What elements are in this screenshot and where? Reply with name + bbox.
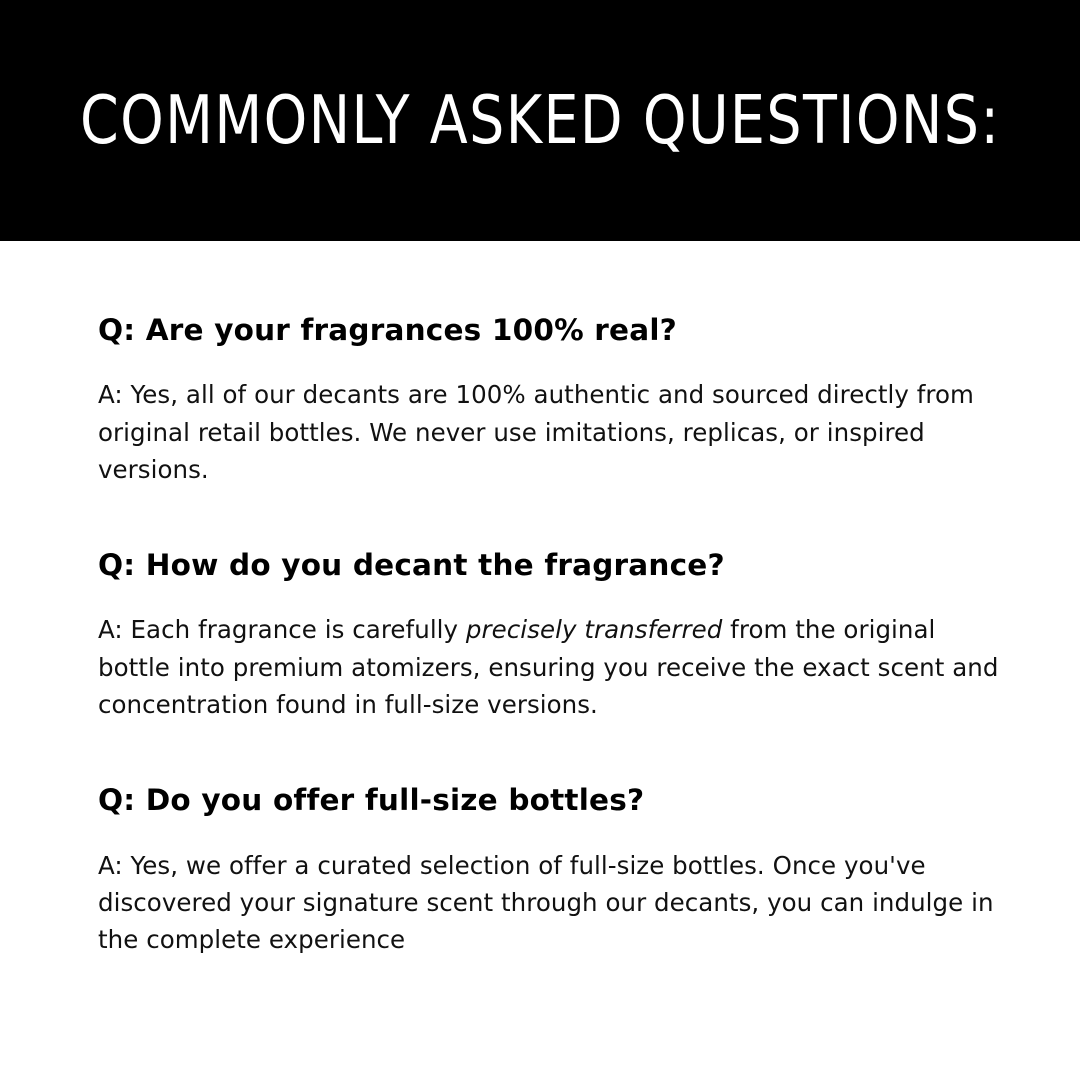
faq-answer — [98, 847, 1005, 959]
faq-item — [98, 313, 1005, 488]
faq-question: Q: Do you offer full-size bottles? — [98, 783, 645, 818]
faq-answer-text: A: Each fragrance is carefully — [98, 615, 466, 645]
faq-answer-text: A: Yes, all of our decants are 100% authentic and sourced directly from original retail bottles. We never use imitations, replicas, or inspired versions. — [98, 380, 974, 484]
faq-answer — [98, 376, 1005, 488]
faq-answer-emphasis: precisely transferred — [465, 615, 723, 645]
faq-item — [98, 783, 1005, 958]
faq-answer-text: A: Yes, we offer a curated selection of full-size bottles. Once you've discovered your signature scent through our decants, you can indulge in the complete experience — [98, 850, 994, 955]
page-title: COMMONLY ASKED QUESTIONS: — [79, 81, 1001, 159]
faq-answer — [98, 611, 1005, 723]
faq-item — [98, 548, 1005, 723]
faq-question: Q: How do you decant the fragrance? — [98, 548, 725, 583]
faq-answer-text-continued: from the original bottle into premium atomizers, ensuring you receive the exact scent and concentration found in full-size versions. — [98, 615, 999, 719]
header-band — [0, 0, 1080, 241]
faq-list — [0, 241, 1080, 958]
faq-question: Q: Are your fragrances 100% real? — [98, 313, 677, 347]
